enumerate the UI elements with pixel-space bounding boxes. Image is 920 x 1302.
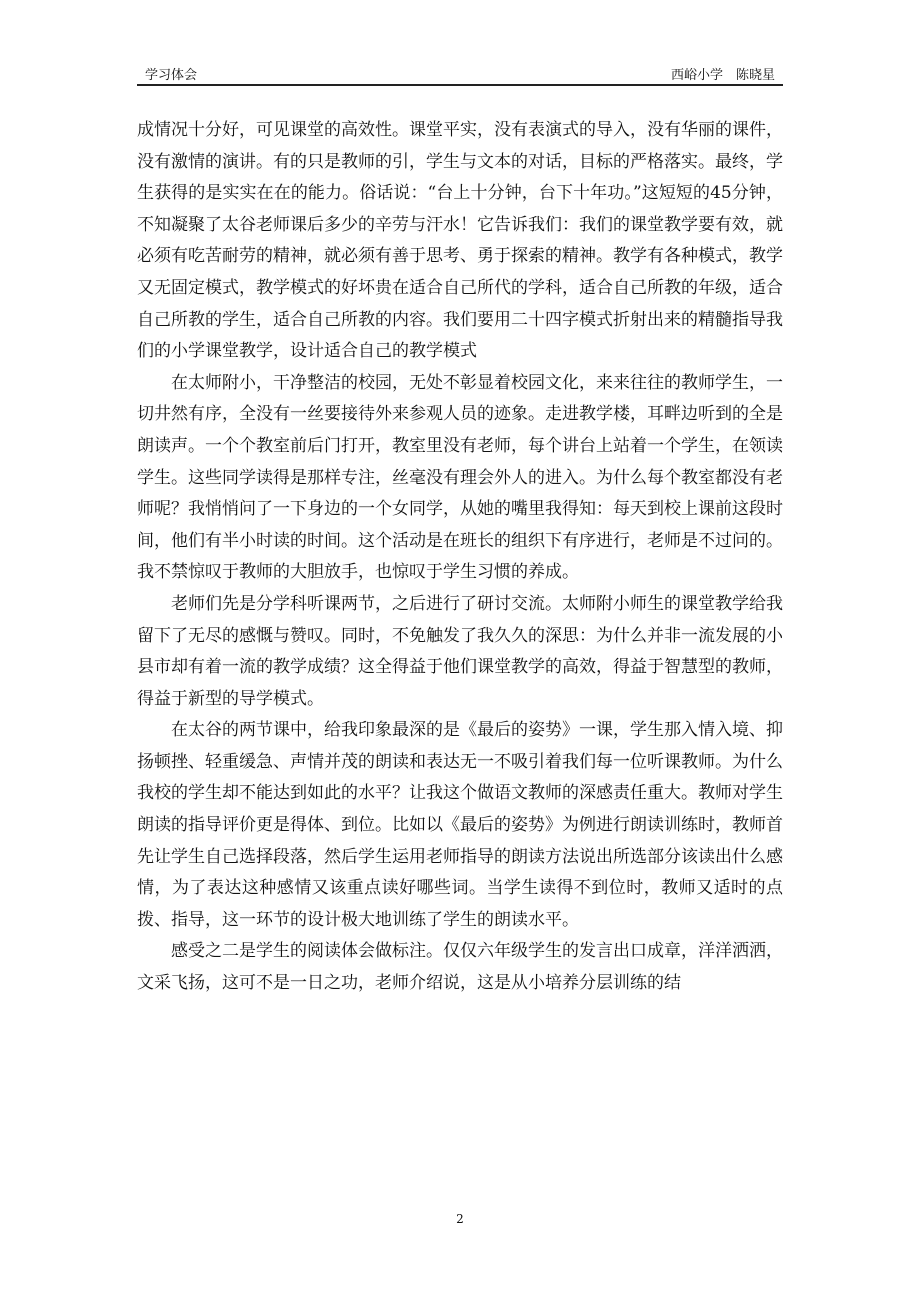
paragraph-3: 老师们先是分学科听课两节，之后进行了研讨交流。太师附小师生的课堂教学给我留下了无尽的感慨与赞叹。同时，不免触发了我久久的深思：为什么并非一流发展的小县市却有着一流的教学成绩？这全得益于他们课堂教学的高效，得益于智慧型的教师，得益于新型的导学模式。 xyxy=(137,593,783,709)
body-text xyxy=(137,115,783,1000)
header-title: 学习体会 xyxy=(145,68,198,83)
header-author: 西峪小学 陈晓星 xyxy=(670,68,775,83)
paragraph-2: 在太师附小，干净整洁的校园，无处不彰显着校园文化，来来往往的教师学生，一切井然有序，全没有一丝要接待外来参观人员的迹象。走进教学楼，耳畔边听到的全是朗读声。一个个教室前后门打开，教室里没有老师，每个讲台上站着一个学生，在领读学生。这些同学读得是那样专注，丝毫没有理会外人的进入。为什么每个教室都没有老师呢？我悄悄问了一下身边的一个女同学，从她的嘴里我得知：每天到校上课前这段时间，他们有半小时读的时间。这个活动是在班长的组织下有序进行，老师是不过问的。我不禁惊叹于教师的大胆放手，也惊叹于学生习惯的养成。 xyxy=(137,372,783,583)
paragraph-4: 在太谷的两节课中，给我印象最深的是《最后的姿势》一课，学生那入情入境、抑扬顿挫、轻重缓急、声情并茂的朗读和表达无一不吸引着我们每一位听课教师。为什么我校的学生却不能达到如此的水平？让我这个做语文教师的深感责任重大。教师对学生朗读的指导评价更是得体、到位。比如以《最后的姿势》为例进行朗读训练时，教师首先让学生自己选择段落，然后学生运用老师指导的朗读方法说出所选部分该读出什么感情，为了表达这种感情又该重点读好哪些词。当学生读得不到位时，教师又适时的点拨、指导，这一环节的设计极大地训练了学生的朗读水平。 xyxy=(137,720,783,930)
page-number: 2 xyxy=(456,1212,464,1226)
paragraph-5: 感受之二是学生的阅读体会做标注。仅仅六年级学生的发言出口成章，洋洋洒洒，文采飞扬，这可不是一日之功，老师介绍说，这是从小培养分层训练的结 xyxy=(137,941,783,994)
page-header xyxy=(137,62,783,86)
paragraph-1: 成情况十分好，可见课堂的高效性。课堂平实，没有表演式的导入，没有华丽的课件，没有激情的演讲。有的只是教师的引，学生与文本的对话，目标的严格落实。最终，学生获得的是实实在在的能力。俗话说：“台上十分钟，台下十年功。”这短短的45分钟，不知凝聚了太谷老师课后多少的辛劳与汗水！它告诉我们：我们的课堂教学要有效，就必须有吃苦耐劳的精神，就必须有善于思考、勇于探索的精神。教学有各种模式，教学又无固定模式，教学模式的好坏贵在适合自己所代的学科，适合自己所教的年级，适合自己所教的学生，适合自己所教的内容。我们要用二十四字模式折射出来的精髓指导我们的小学课堂教学，设计适合自己的教学模式 xyxy=(137,120,783,362)
